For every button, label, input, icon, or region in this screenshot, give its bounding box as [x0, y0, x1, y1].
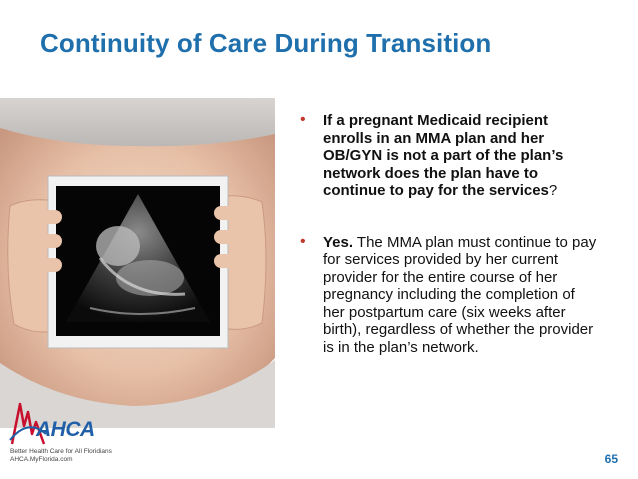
bullet-list [300, 112, 600, 390]
logo-tagline: Better Health Care for All Floridians [10, 448, 112, 455]
page-number: 65 [604, 452, 618, 466]
ahca-logo [8, 398, 118, 468]
pregnant-belly-ultrasound-image [0, 98, 275, 428]
bullet-dot: • [300, 232, 306, 250]
question-bullet [300, 112, 600, 200]
logo-brand-text: AHCA [36, 418, 95, 441]
answer-bullet [300, 234, 600, 357]
answer-lead: Yes. [323, 233, 354, 251]
question-mark: ? [548, 182, 558, 199]
logo-url: AHCA.MyFlorida.com [10, 456, 73, 463]
bullet-dot: • [300, 111, 306, 128]
answer-text: The MMA plan must continue to pay for services provided by her current provider for the entire course of her pregnancy including the completion of her postpartum care (six weeks after birth), regardless of whether the provider is in the plan’s network. [323, 233, 597, 356]
ultrasound-photo [0, 98, 275, 428]
question-text: If a pregnant Medicaid recipient enrolls in an MMA plan and her OB/GYN is not a part of the plan’s network does the plan have to continue to pay for the services [323, 112, 564, 199]
slide-title: Continuity of Care During Transition [40, 28, 492, 58]
